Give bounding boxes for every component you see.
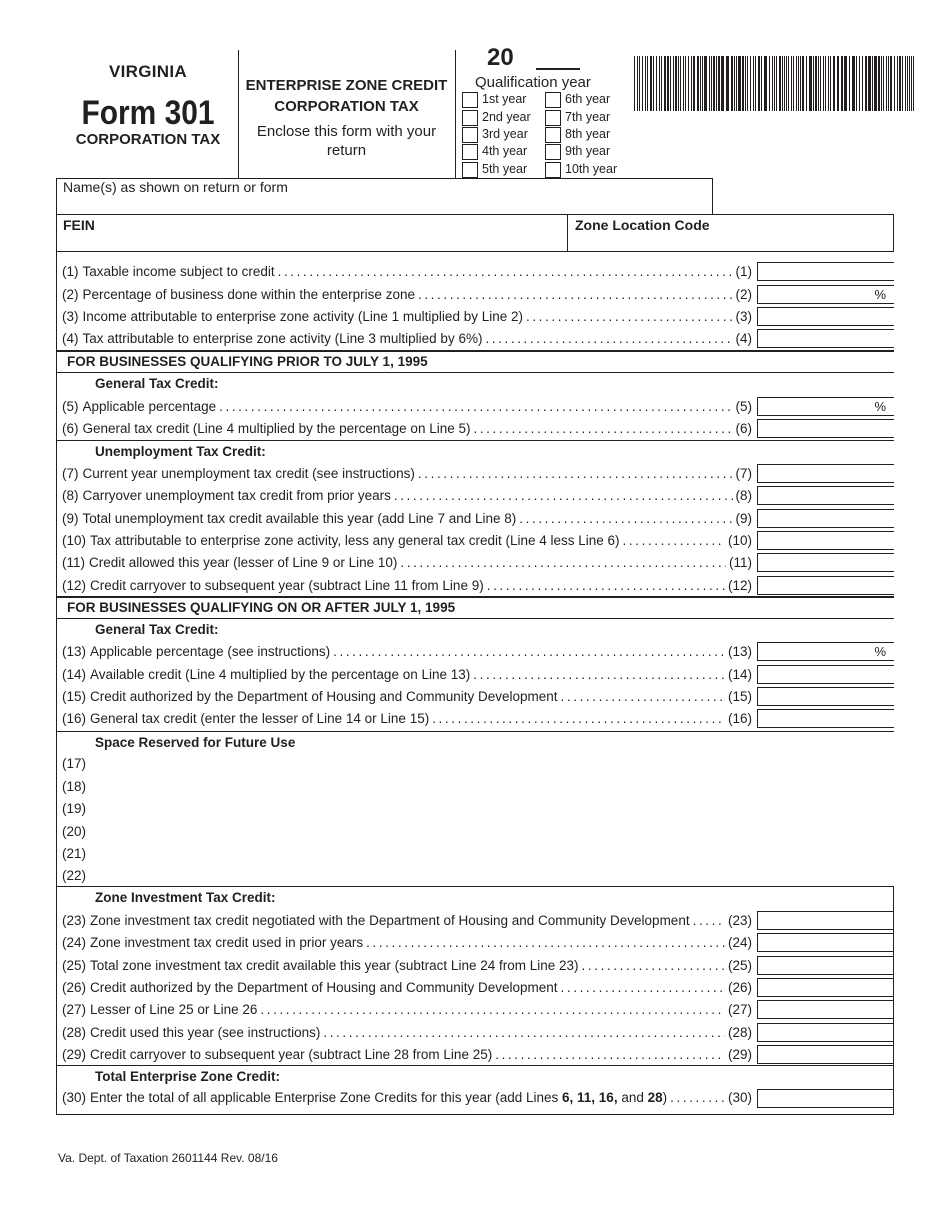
line-10-row — [62, 533, 752, 553]
line-17-number: (17) — [62, 756, 87, 771]
line-13-ref: (13) — [727, 644, 752, 659]
line-1-ref: (1) — [735, 264, 752, 279]
line-27-text: Lesser of Line 25 or Line 26 — [90, 1002, 258, 1017]
line-25-amount-field[interactable] — [757, 956, 894, 975]
line-14-text: Available credit (Line 4 multiplied by the percentage on Line 13) — [90, 667, 471, 682]
line-6-text: General tax credit (Line 4 multiplied by the percentage on Line 5) — [82, 421, 471, 436]
line-6-amount-field[interactable] — [757, 419, 894, 438]
line-6-ref: (6) — [735, 421, 752, 436]
line-3-row — [62, 309, 752, 329]
line-22-number: (22) — [62, 868, 87, 883]
line-10-number: (10) — [62, 533, 87, 548]
line-7-number: (7) — [62, 466, 79, 481]
checkbox-label-7th-year: 7th year — [565, 110, 611, 124]
line-15-amount-field[interactable] — [757, 687, 894, 706]
line-12-number: (12) — [62, 578, 87, 593]
line-18-number: (18) — [62, 779, 87, 794]
line-3-number: (3) — [62, 309, 79, 324]
section-heading-prior-1995: FOR BUSINESSES QUALIFYING PRIOR TO JULY 1, 1995 — [67, 354, 428, 369]
line-8-ref: (8) — [735, 488, 752, 503]
line-4-row — [62, 331, 752, 351]
percent-sign: % — [874, 644, 886, 659]
line-2-ref: (2) — [735, 287, 752, 302]
line-10-text: Tax attributable to enterprise zone activity, less any general tax credit (Line 4 less Line 6) — [90, 533, 620, 548]
line-26-row — [62, 980, 752, 1000]
line-9-amount-field[interactable] — [757, 509, 894, 528]
line-19-number: (19) — [62, 801, 87, 816]
subheading-unemployment-tax-credit: Unemployment Tax Credit: — [95, 444, 266, 459]
line-12-ref: (12) — [727, 578, 752, 593]
line-8-amount-field[interactable] — [757, 486, 894, 505]
line-11-amount-field[interactable] — [757, 553, 894, 572]
header-divider — [238, 50, 239, 178]
checkbox-5th-year[interactable] — [462, 162, 478, 178]
line-25-row — [62, 958, 752, 978]
line-15-text: Credit authorized by the Department of Housing and Community Development — [90, 689, 558, 704]
name-field-label: Name(s) as shown on return or form — [63, 179, 288, 195]
line-3-text: Income attributable to enterprise zone activity (Line 1 multiplied by Line 2) — [82, 309, 523, 324]
checkbox-4th-year[interactable] — [462, 144, 478, 160]
line-23-number: (23) — [62, 913, 87, 928]
line-13-row — [62, 644, 752, 664]
line-23-amount-field[interactable] — [757, 911, 894, 930]
qualification-year-label: Qualification year — [475, 74, 591, 91]
line-2-number: (2) — [62, 287, 79, 302]
form-bottom-border — [56, 1114, 894, 1115]
zone-location-code-field[interactable] — [572, 233, 890, 251]
line-24-number: (24) — [62, 935, 87, 950]
line-12-row — [62, 578, 752, 598]
percent-sign: % — [874, 287, 886, 302]
subheading-total-enterprise-zone-credit: Total Enterprise Zone Credit: — [95, 1069, 281, 1084]
line-4-amount-field[interactable] — [757, 329, 894, 348]
line-7-amount-field[interactable] — [757, 464, 894, 483]
tax-year-field[interactable] — [536, 68, 580, 70]
line-5-amount-field[interactable] — [757, 397, 894, 416]
line-11-row — [62, 555, 752, 575]
line-25-number: (25) — [62, 958, 87, 973]
line-5-text: Applicable percentage — [82, 399, 217, 414]
line-28-ref: (28) — [727, 1025, 752, 1040]
checkbox-label-3rd-year: 3rd year — [482, 127, 528, 141]
checkbox-7th-year[interactable] — [545, 110, 561, 126]
line-5-number: (5) — [62, 399, 79, 414]
line-1-amount-field[interactable] — [757, 262, 894, 281]
checkbox-8th-year[interactable] — [545, 127, 561, 143]
line-2-amount-field[interactable] — [757, 285, 894, 304]
line-29-row — [62, 1047, 752, 1067]
line-11-number: (11) — [62, 555, 86, 570]
line-14-ref: (14) — [727, 667, 752, 682]
line-24-ref: (24) — [727, 935, 752, 950]
section-heading-after-1995: FOR BUSINESSES QUALIFYING ON OR AFTER JULY 1, 1995 — [67, 600, 456, 615]
line-14-row — [62, 667, 752, 687]
zone-location-code-label: Zone Location Code — [575, 217, 710, 233]
line-24-row — [62, 935, 752, 955]
line-25-text: Total zone investment tax credit available this year (subtract Line 24 from Line 23) — [90, 958, 579, 973]
line-25-ref: (25) — [727, 958, 752, 973]
fein-label: FEIN — [63, 217, 95, 233]
line-14-amount-field[interactable] — [757, 665, 894, 684]
line-9-text: Total unemployment tax credit available this year (add Line 7 and Line 8) — [82, 511, 517, 526]
line-16-number: (16) — [62, 711, 87, 726]
line-28-text: Credit used this year (see instructions) — [90, 1025, 321, 1040]
line-20-number: (20) — [62, 824, 87, 839]
line-12-amount-field[interactable] — [757, 576, 894, 595]
line-23-row — [62, 913, 752, 933]
line-3-amount-field[interactable] — [757, 307, 894, 326]
line-9-number: (9) — [62, 511, 79, 526]
header-divider — [455, 50, 456, 178]
line-30-text: Enter the total of all applicable Enterprise Zone Credits for this year (add Lines 6, 11, 16, and 28) — [90, 1090, 668, 1105]
line-16-row — [62, 711, 752, 731]
form-left-border — [56, 252, 57, 1114]
form-title-line2: CORPORATION TAX — [274, 98, 419, 115]
checkbox-label-10th-year: 10th year — [565, 162, 618, 176]
section-divider — [56, 731, 894, 732]
line-1-row — [62, 264, 752, 284]
line-3-ref: (3) — [735, 309, 752, 324]
form-number: Form 301 — [81, 94, 215, 132]
line-10-amount-field[interactable] — [757, 531, 894, 550]
line-8-number: (8) — [62, 488, 79, 503]
line-9-ref: (9) — [735, 511, 752, 526]
line-1-text: Taxable income subject to credit — [82, 264, 275, 279]
line-15-number: (15) — [62, 689, 87, 704]
section-divider — [56, 372, 894, 373]
line-15-ref: (15) — [727, 689, 752, 704]
line-11-text: Credit allowed this year (lesser of Line 9 or Line 10) — [89, 555, 398, 570]
line-6-row — [62, 421, 752, 441]
line-26-text: Credit authorized by the Department of Housing and Community Development — [90, 980, 558, 995]
line-23-text: Zone investment tax credit negotiated with the Department of Housing and Community Development — [90, 913, 690, 928]
checkbox-label-9th-year: 9th year — [565, 144, 611, 158]
line-21-number: (21) — [62, 846, 87, 861]
percent-sign: % — [874, 399, 886, 414]
checkbox-label-5th-year: 5th year — [482, 162, 528, 176]
line-12-text: Credit carryover to subsequent year (subtract Line 11 from Line 9) — [90, 578, 484, 593]
line-5-ref: (5) — [735, 399, 752, 414]
form-subtitle: CORPORATION TAX — [75, 131, 221, 148]
form-footer: Va. Dept. of Taxation 2601144 Rev. 08/16 — [58, 1151, 278, 1165]
line-7-text: Current year unemployment tax credit (see instructions) — [82, 466, 415, 481]
line-7-ref: (7) — [735, 466, 752, 481]
fein-field[interactable] — [60, 233, 565, 251]
line-16-amount-field[interactable] — [757, 709, 894, 728]
subheading-zone-investment-tax-credit: Zone Investment Tax Credit: — [95, 890, 276, 905]
line-30-ref: (30) — [727, 1090, 752, 1105]
line-15-row — [62, 689, 752, 709]
line-16-text: General tax credit (enter the lesser of Line 14 or Line 15) — [90, 711, 430, 726]
checkbox-10th-year[interactable] — [545, 162, 561, 178]
checkbox-label-1st-year: 1st year — [482, 92, 527, 106]
form-instruction: Enclose this form with your return — [256, 123, 437, 159]
tax-year-prefix: 20 — [487, 44, 514, 71]
line-30-amount-field[interactable] — [757, 1089, 894, 1108]
line-11-ref: (11) — [728, 555, 752, 570]
line-8-row — [62, 488, 752, 508]
line-10-ref: (10) — [727, 533, 752, 548]
line-4-text: Tax attributable to enterprise zone activity (Line 3 multiplied by 6%) — [82, 331, 483, 346]
checkbox-label-6th-year: 6th year — [565, 92, 611, 106]
line-23-ref: (23) — [727, 913, 752, 928]
line-16-ref: (16) — [727, 711, 752, 726]
form-title-line1: ENTERPRISE ZONE CREDIT — [245, 77, 448, 94]
line-30-row — [62, 1090, 752, 1110]
line-4-ref: (4) — [735, 331, 752, 346]
line-28-number: (28) — [62, 1025, 87, 1040]
line-4-number: (4) — [62, 331, 79, 346]
line-13-text: Applicable percentage (see instructions) — [90, 644, 331, 659]
checkbox-9th-year[interactable] — [545, 144, 561, 160]
line-28-amount-field[interactable] — [757, 1023, 894, 1042]
checkbox-label-2nd-year: 2nd year — [482, 110, 531, 124]
line-2-row — [62, 287, 752, 307]
barcode-image — [634, 56, 917, 111]
line-27-ref: (27) — [727, 1002, 752, 1017]
line-13-number: (13) — [62, 644, 87, 659]
line-1-number: (1) — [62, 264, 79, 279]
line-14-number: (14) — [62, 667, 87, 682]
line-29-number: (29) — [62, 1047, 87, 1062]
line-29-text: Credit carryover to subsequent year (subtract Line 28 from Line 25) — [90, 1047, 493, 1062]
checkbox-6th-year[interactable] — [545, 92, 561, 108]
line-29-ref: (29) — [727, 1047, 752, 1062]
form-title-block — [240, 75, 453, 160]
form-header-left — [60, 62, 236, 148]
line-7-row — [62, 466, 752, 486]
section-divider — [56, 886, 894, 887]
line-26-number: (26) — [62, 980, 87, 995]
subheading-general-tax-credit: General Tax Credit: — [95, 622, 219, 637]
line-27-amount-field[interactable] — [757, 1000, 894, 1019]
line-6-number: (6) — [62, 421, 79, 436]
line-26-amount-field[interactable] — [757, 978, 894, 997]
subheading-reserved-space: Space Reserved for Future Use — [95, 735, 296, 750]
line-27-row — [62, 1002, 752, 1022]
line-24-amount-field[interactable] — [757, 933, 894, 952]
line-28-row — [62, 1025, 752, 1045]
checkbox-2nd-year[interactable] — [462, 110, 478, 126]
line-27-number: (27) — [62, 1002, 87, 1017]
line-24-text: Zone investment tax credit used in prior years — [90, 935, 364, 950]
subheading-general-tax-credit: General Tax Credit: — [95, 376, 219, 391]
checkbox-1st-year[interactable] — [462, 92, 478, 108]
line-26-ref: (26) — [727, 980, 752, 995]
line-2-text: Percentage of business done within the enterprise zone — [82, 287, 415, 302]
line-29-amount-field[interactable] — [757, 1045, 894, 1064]
checkbox-3rd-year[interactable] — [462, 127, 478, 143]
fein-divider — [567, 214, 568, 252]
checkbox-label-4th-year: 4th year — [482, 144, 528, 158]
line-30-number: (30) — [62, 1090, 87, 1105]
section-divider — [56, 618, 894, 619]
line-8-text: Carryover unemployment tax credit from prior years — [82, 488, 391, 503]
line-5-row — [62, 399, 752, 419]
line-13-amount-field[interactable] — [757, 642, 894, 661]
checkbox-label-8th-year: 8th year — [565, 127, 611, 141]
line-9-row — [62, 511, 752, 531]
state-name: VIRGINIA — [109, 62, 187, 81]
